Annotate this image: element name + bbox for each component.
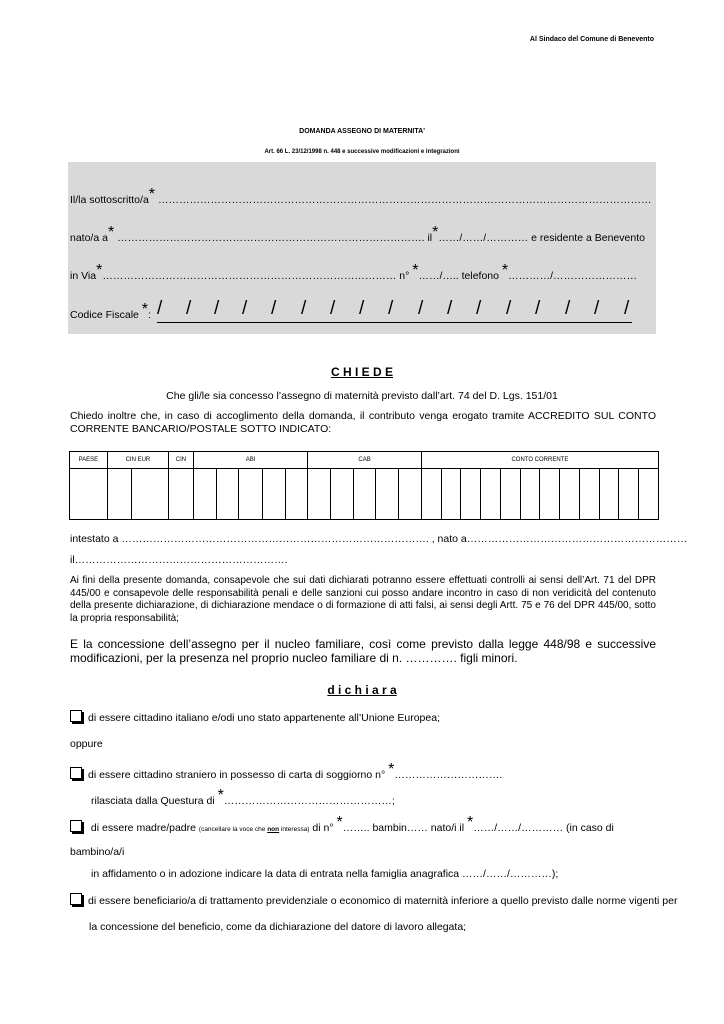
intestato-date-line[interactable]: il……………………………………………………. (70, 554, 288, 566)
bank-account-table (69, 451, 659, 520)
intestato-line[interactable]: intestato a ……………………………………………………………………………. , nato a……………………………………………………… (70, 533, 688, 545)
affidamento-line[interactable]: in affidamento o in adozione indicare la data di entrata nella famiglia anagrafica ……/……/…………); (91, 868, 559, 880)
header-abi: ABI (193, 452, 307, 469)
option-beneficiario (70, 893, 678, 907)
numero-field[interactable]: ……/….. telefono (418, 270, 499, 282)
cf-separator: / (214, 298, 220, 319)
bank-digit-cell[interactable] (132, 469, 169, 520)
option-label: di essere cittadino straniero in possesso di carta di soggiorno n° (88, 769, 386, 781)
bank-digit-cell[interactable] (399, 469, 422, 520)
checkbox[interactable] (70, 820, 82, 832)
form-line-nascita (70, 224, 645, 246)
carta-soggiorno-field[interactable]: …………………………. (394, 769, 503, 781)
codice-fiscale-label: Codice Fiscale (70, 309, 139, 321)
bank-digit-cell[interactable] (169, 469, 194, 520)
bank-digit-cell[interactable] (599, 469, 619, 520)
questura-label: rilasciata dalla Questura di (91, 795, 215, 807)
cf-separator: / (476, 298, 482, 319)
chiede-heading: C H I E D E (330, 365, 393, 379)
form-line-sottoscritto (70, 186, 652, 208)
nato-label: nato/a a (70, 232, 108, 244)
page-title: DOMANDA ASSEGNO DI MATERNITA' (299, 128, 425, 135)
bank-digit-cell[interactable] (239, 469, 263, 520)
bank-digit-cell[interactable] (560, 469, 580, 520)
required-star: * (141, 301, 149, 318)
bank-digit-cell[interactable] (193, 469, 216, 520)
codice-fiscale-underline (157, 322, 632, 323)
required-star: * (388, 761, 395, 778)
header-conto-corrente: CONTO CORRENTE (421, 452, 658, 469)
bank-digit-cell[interactable] (500, 469, 520, 520)
bank-digit-cell[interactable] (619, 469, 639, 520)
required-star: * (467, 814, 474, 831)
option-label: di essere cittadino italiano e/odi uno stato appartenente all’Unione Europea; (88, 712, 440, 724)
telefono-field[interactable]: …………/…………………… (508, 270, 638, 282)
bank-digit-cell[interactable] (639, 469, 659, 520)
concessione-paragraph: E la concessione dell’assegno per il nucleo familiare, così come previsto dalla legge 448/98 e successive modificazioni, per la presenza nel proprio nucleo familiare di n. …………. figli minori. (70, 637, 656, 665)
data-nascita-bambini-field[interactable]: ……/……/………… (in caso di (473, 822, 614, 834)
numero-bambini-field[interactable]: …….. bambin…… nato/i il (342, 822, 465, 834)
required-star: * (107, 224, 115, 241)
sottoscritto-label: Il/la sottoscritto/a (70, 194, 149, 206)
cf-separator: / (624, 298, 630, 319)
cf-separator: / (359, 298, 365, 319)
option-cittadino-straniero (70, 761, 503, 783)
required-star: * (217, 787, 224, 804)
bank-digit-cell[interactable] (421, 469, 441, 520)
option-note: (cancellare la voce che non interessa) (198, 826, 310, 833)
bank-digit-cell[interactable] (262, 469, 285, 520)
dpr-paragraph: Ai fini della presente domanda, consapevole che sui dati dichiarati potranno essere effettuati controlli ai sensi dell’Art. 71 del DPR 445/00 e consapevole delle responsabilità penali e delle sanzioni cui posso andare incontro in caso di non veridicità del contenuto della presente dichiarazione, di dichiarazione mendace o di formazione di atti falsi, ai sensi degli Artt. 75 e 76 del DPR 445/00, sotto la propria responsabilità; (70, 575, 656, 624)
option-madre-padre (70, 814, 656, 836)
header-cab: CAB (308, 452, 422, 469)
header-cin-eur: CIN EUR (107, 452, 168, 469)
via-field[interactable]: ………………………………………………………………………… (102, 270, 397, 282)
option-label: di essere madre/padre (90, 822, 196, 834)
form-line-codice-fiscale (70, 301, 151, 323)
bank-digit-cell[interactable] (441, 469, 461, 520)
cf-separator: / (388, 298, 394, 319)
required-star: * (148, 186, 156, 203)
bank-digit-cell[interactable] (376, 469, 399, 520)
bank-digit-cell[interactable] (353, 469, 376, 520)
questura-field[interactable]: …………………………………………; (223, 795, 395, 807)
option-cittadino-italiano (70, 710, 440, 724)
required-star: * (501, 262, 509, 279)
checkbox[interactable] (70, 893, 82, 905)
chiede-line1: Che gli/le sia concesso l’assegno di maternità previsto dall’art. 74 del D. Lgs. 151/01 (166, 390, 558, 402)
cf-separator: / (157, 298, 163, 319)
bank-digit-cell[interactable] (481, 469, 501, 520)
questura-line (91, 787, 395, 809)
chiede-line2: Chiedo inoltre che, in caso di accoglimento della domanda, il contributo venga erogato tramite ACCREDITO SUL CONTO CORRENTE BANCARIO/POSTALE SOTTO INDICATO: (70, 410, 656, 435)
cf-separator: / (506, 298, 512, 319)
cf-separator: / (186, 298, 192, 319)
header-paese: PAESE (70, 452, 108, 469)
bank-digit-cell[interactable] (520, 469, 540, 520)
numero-label: n° (399, 270, 410, 282)
required-star: * (336, 814, 343, 831)
cf-separator: / (271, 298, 277, 319)
bank-digit-cell[interactable] (308, 469, 331, 520)
required-star: * (432, 224, 439, 241)
cf-separator: / (301, 298, 307, 319)
header-cin: CIN (169, 452, 194, 469)
bank-digit-cell[interactable] (331, 469, 354, 520)
required-star: * (96, 262, 103, 279)
bank-digit-cell[interactable] (107, 469, 132, 520)
bank-digit-cell[interactable] (285, 469, 308, 520)
dichiara-heading: d i c h i a r a (327, 683, 397, 697)
bank-digit-cell[interactable] (70, 469, 108, 520)
beneficiario-cont: la concessione del beneficio, come da dichiarazione del datore di lavoro allegata; (89, 921, 467, 933)
recipient: Al Sindaco del Comune di Benevento (529, 36, 654, 43)
form-line-via (70, 262, 638, 284)
option-label-n: di n° (312, 822, 334, 834)
cf-separator: / (535, 298, 541, 319)
luogo-nascita-field[interactable]: ……………………………………………………………………………. (117, 232, 425, 244)
sottoscritto-field[interactable]: …………………………………………………………………………………………………………………………… (157, 194, 652, 206)
cf-separator: / (418, 298, 424, 319)
bank-digit-cell[interactable] (216, 469, 239, 520)
cf-separator: / (447, 298, 453, 319)
il-label: il (427, 232, 433, 244)
checkbox[interactable] (70, 710, 82, 722)
page-subtitle: Art. 66 L. 23/12/1998 n. 448 e successive modificazioni e integrazioni (264, 149, 460, 155)
cf-separator: / (565, 298, 571, 319)
cf-separator: / (242, 298, 248, 319)
bambino-cont: bambino/a/i (70, 846, 125, 858)
option-label: di essere beneficiario/a di trattamento previdenziale o economico di maternità inferiore a quello previsto dalle norme vigenti per (88, 895, 678, 907)
required-star: * (412, 262, 419, 279)
cf-colon: : (148, 309, 151, 321)
checkbox[interactable] (70, 767, 82, 779)
bank-digit-cell[interactable] (540, 469, 560, 520)
via-label: in Via (70, 270, 97, 282)
bank-digit-cell[interactable] (461, 469, 481, 520)
bank-digit-cell[interactable] (579, 469, 599, 520)
data-nascita-field[interactable]: ……/……/………… e residente a Benevento (438, 232, 645, 244)
cf-separator: / (594, 298, 600, 319)
oppure-label: oppure (70, 738, 103, 750)
cf-separator: / (330, 298, 336, 319)
